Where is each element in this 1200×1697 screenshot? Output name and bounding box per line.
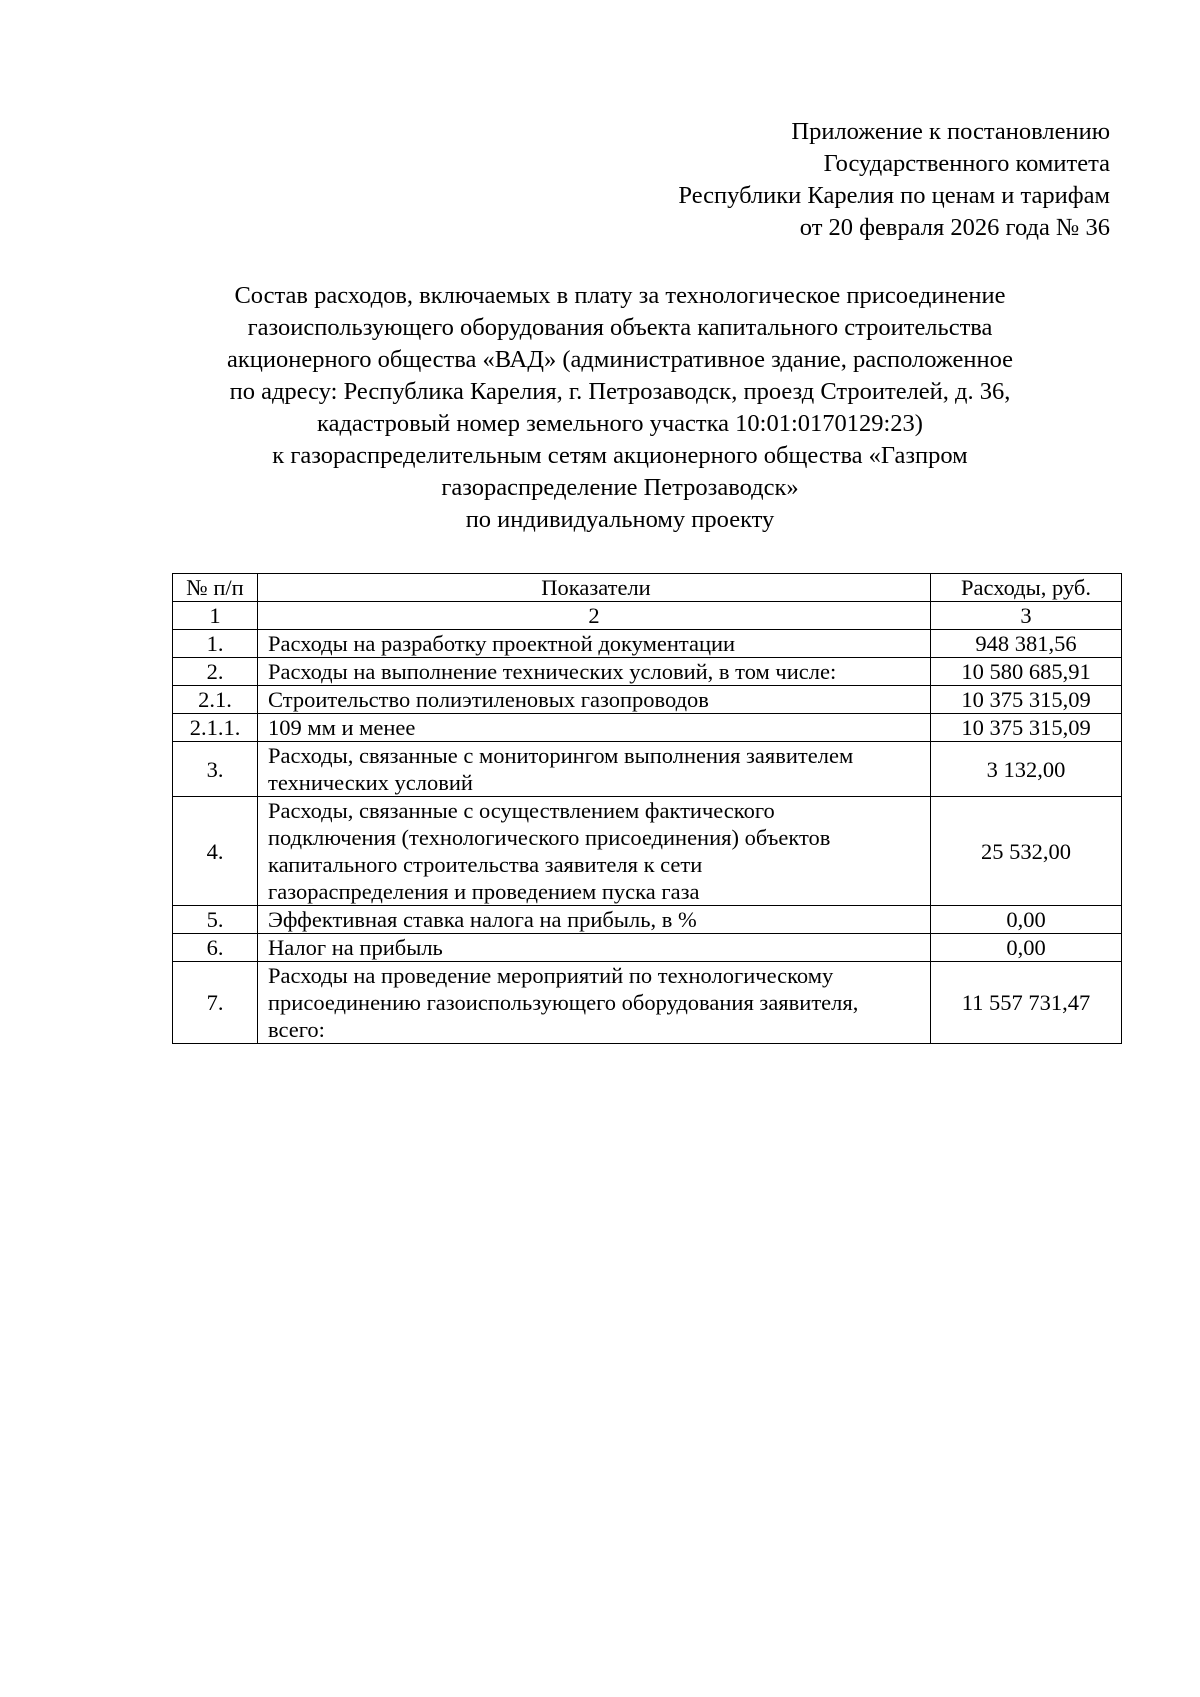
title-line: газоиспользующего оборудования объекта капитального строительства [247, 314, 993, 341]
indicator-line: технических условий [268, 770, 473, 795]
document-title [140, 280, 1100, 536]
indicator-line: Расходы на разработку проектной документации [268, 631, 736, 656]
title-line: по адресу: Республика Карелия, г. Петрозаводск, проезд Строителей, д. 36, [229, 378, 1011, 405]
column-number-cell: 1 [173, 602, 258, 630]
row-number-cell: 4. [173, 797, 258, 906]
title-line: газораспределение Петрозаводск» [441, 474, 799, 501]
row-expense-cell: 11 557 731,47 [931, 962, 1122, 1044]
indicator-line: присоединению газоиспользующего оборудования заявителя, [268, 990, 859, 1015]
row-expense-cell: 10 375 315,09 [931, 714, 1122, 742]
row-expense-cell: 3 132,00 [931, 742, 1122, 797]
table-row [173, 906, 1122, 934]
row-expense-cell: 10 580 685,91 [931, 658, 1122, 686]
appendix-line: Приложение к постановлению [791, 118, 1110, 145]
row-number-cell: 2. [173, 658, 258, 686]
row-indicator-cell [258, 797, 931, 906]
row-indicator-cell [258, 658, 931, 686]
indicator-line: Расходы на выполнение технических условий, в том числе: [268, 659, 837, 684]
table-row [173, 658, 1122, 686]
row-number-cell: 6. [173, 934, 258, 962]
indicator-line: всего: [268, 1017, 325, 1042]
row-indicator-cell [258, 906, 931, 934]
row-number-cell: 1. [173, 630, 258, 658]
indicator-line: капитального строительства заявителя к сети [268, 852, 703, 877]
table-row [173, 686, 1122, 714]
row-indicator-cell [258, 714, 931, 742]
title-line: Состав расходов, включаемых в плату за технологическое присоединение [234, 282, 1006, 309]
row-expense-cell: 25 532,00 [931, 797, 1122, 906]
title-line: кадастровый номер земельного участка 10:01:0170129:23) [317, 410, 923, 437]
row-indicator-cell [258, 742, 931, 797]
table-row [173, 714, 1122, 742]
row-number-cell: 7. [173, 962, 258, 1044]
table-row [173, 934, 1122, 962]
indicator-line: 109 мм и менее [268, 715, 416, 740]
header-indicator: Показатели [258, 574, 931, 602]
column-number-cell: 3 [931, 602, 1122, 630]
indicator-line: подключения (технологического присоединения) объектов [268, 825, 831, 850]
title-line: к газораспределительным сетям акционерного общества «Газпром [272, 442, 968, 469]
title-line: по индивидуальному проекту [465, 506, 775, 533]
row-indicator-cell [258, 962, 931, 1044]
indicator-line: газораспределения и проведением пуска газа [268, 879, 700, 904]
appendix-line: Республики Карелия по ценам и тарифам [678, 182, 1110, 209]
indicator-line: Расходы на проведение мероприятий по технологическому [268, 963, 834, 988]
appendix-line: от 20 февраля 2026 года № 36 [799, 214, 1110, 241]
row-indicator-cell [258, 934, 931, 962]
indicator-line: Расходы, связанные с осуществлением фактического [268, 798, 775, 823]
row-expense-cell: 0,00 [931, 934, 1122, 962]
row-number-cell: 2.1.1. [173, 714, 258, 742]
appendix-header [678, 116, 1110, 244]
row-expense-cell: 0,00 [931, 906, 1122, 934]
indicator-line: Расходы, связанные с мониторингом выполнения заявителем [268, 743, 854, 768]
header-expenses: Расходы, руб. [931, 574, 1122, 602]
indicator-line: Налог на прибыль [268, 935, 443, 960]
appendix-line: Государственного комитета [823, 150, 1110, 177]
indicator-line: Строительство полиэтиленовых газопроводов [268, 687, 709, 712]
header-number: № п/п [173, 574, 258, 602]
table-row [173, 742, 1122, 797]
costs-table [172, 573, 1122, 1044]
row-number-cell: 5. [173, 906, 258, 934]
table-row [173, 630, 1122, 658]
row-expense-cell: 10 375 315,09 [931, 686, 1122, 714]
row-number-cell: 3. [173, 742, 258, 797]
title-line: акционерного общества «ВАД» (административное здание, расположенное [226, 346, 1014, 373]
table-row [173, 797, 1122, 906]
row-indicator-cell [258, 686, 931, 714]
column-number-row [173, 602, 1122, 630]
table-row [173, 962, 1122, 1044]
table-header-row [173, 574, 1122, 602]
row-indicator-cell [258, 630, 931, 658]
indicator-line: Эффективная ставка налога на прибыль, в % [268, 907, 697, 932]
row-number-cell: 2.1. [173, 686, 258, 714]
column-number-cell: 2 [258, 602, 931, 630]
row-expense-cell: 948 381,56 [931, 630, 1122, 658]
